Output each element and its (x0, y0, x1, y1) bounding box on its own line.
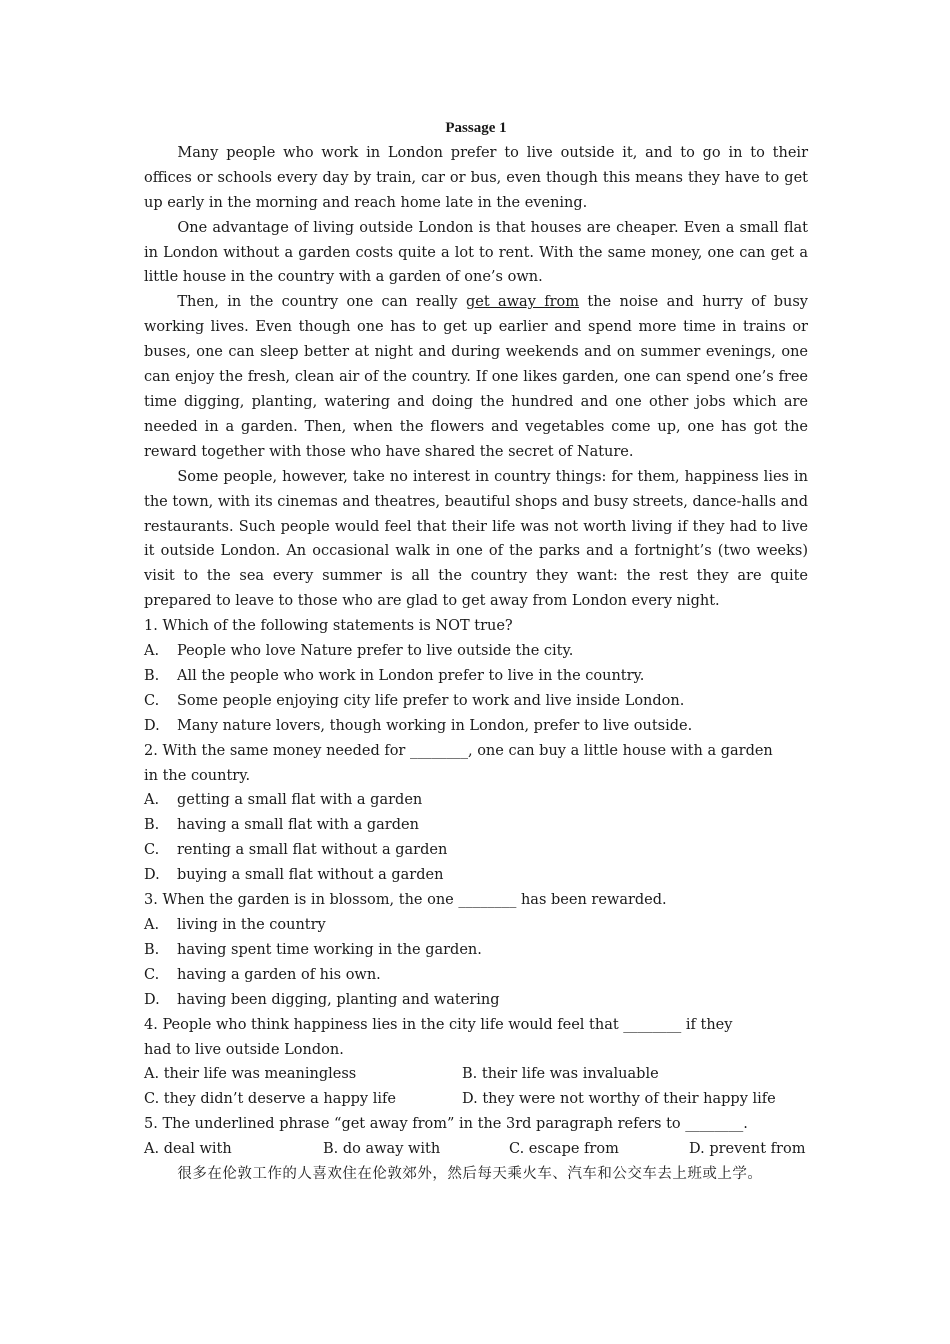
options-row-1 (144, 1062, 808, 1087)
chinese-translation: 很多在伦敦工作的人喜欢住在伦敦郊外，然后每天乘火车、汽车和公交车去上班或上学。 (177, 1166, 763, 1183)
paragraph-4: Some people, however, take no interest in country things: for them, happiness lies in the town, with its cinemas and theatres, beautiful shops and busy streets, dance-halls and restaurants. Such people would feel that their life was not worth living if they had to live it outside London. An occasional walk in one of the parks and a fortnight’s (two weeks) visit to the sea every summer is all the country they want: the rest they are quite prepared to leave to those who are glad to get away from London every night. (144, 468, 808, 610)
question-stem-cont: had to live outside London. (144, 1041, 344, 1058)
paragraph-3 (144, 290, 808, 464)
question-stem: 5. The underlined phrase “get away from” in the 3rd paragraph refers to ________. (144, 1116, 748, 1133)
option-c: C. Some people enjoying city life prefer to work and live inside London. (144, 692, 685, 709)
option-d: D. Many nature lovers, though working in London, prefer to live outside. (144, 717, 693, 734)
question-1 (144, 614, 808, 739)
option-d: D. having been digging, planting and watering (144, 991, 500, 1008)
option-c: C. they didn’t deserve a happy life (144, 1091, 396, 1108)
option-c: C. renting a small flat without a garden (144, 842, 448, 859)
paragraph-2: One advantage of living outside London is that houses are cheaper. Even a small flat in London without a garden costs quite a lot to rent. With the same money, one can get a little house in the country with a garden of one’s own. (144, 219, 808, 286)
option-a: A. deal with (144, 1141, 232, 1158)
question-stem: 1. Which of the following statements is NOT true? (144, 618, 513, 635)
options-row (144, 1137, 808, 1162)
option-d: D. they were not worthy of their happy life (462, 1091, 776, 1108)
document-content (144, 116, 808, 1187)
option-d: D. buying a small flat without a garden (144, 867, 444, 884)
question-stem-cont: in the country. (144, 767, 251, 784)
options-row-2 (144, 1087, 808, 1112)
question-stem: 2. With the same money needed for ________, one can buy a little house with a garden (144, 742, 773, 759)
paragraph-3-after: the noise and hurry of busy working lives. Even though one has to get up earlier and spend more time in trains or buses, one can sleep better at night and during weekends and on summer evenings, one can enjoy the fresh, clean air of the country. If one likes garden, one can spend one’s free time digging, planting, watering and doing the hundred and one other jobs which are needed in a garden. Then, when the flowers and vegetables come up, one has got the reward together with those who have shared the secret of Nature. (144, 294, 808, 460)
option-a: A. their life was meaningless (144, 1066, 357, 1083)
underlined-phrase: get away from (465, 294, 580, 311)
option-a: A. People who love Nature prefer to live outside the city. (144, 643, 574, 660)
question-5 (144, 1112, 808, 1162)
option-c: C. having a garden of his own. (144, 966, 381, 983)
option-b: B. their life was invaluable (462, 1066, 659, 1083)
question-stem: 4. People who think happiness lies in the city life would feel that ________ if they (144, 1016, 733, 1033)
question-4 (144, 1013, 808, 1113)
paragraph-3-before: Then, in the country one can really (177, 294, 466, 311)
option-b: B. do away with (323, 1141, 441, 1158)
question-3 (144, 888, 808, 1013)
option-b: B. All the people who work in London prefer to live in the country. (144, 667, 645, 684)
question-stem: 3. When the garden is in blossom, the one ________ has been rewarded. (144, 892, 667, 909)
option-a: A. getting a small flat with a garden (144, 792, 423, 809)
option-b: B. having spent time working in the garden. (144, 941, 482, 958)
option-b: B. having a small flat with a garden (144, 817, 419, 834)
option-d: D. prevent from (689, 1141, 806, 1158)
paragraph-1: Many people who work in London prefer to live outside it, and to go in to their offices or schools every day by train, car or bus, even though this means they have to get up early in the morning and reach home late in the evening. (144, 144, 808, 211)
question-2 (144, 739, 808, 888)
option-a: A. living in the country (144, 917, 326, 933)
passage-title: Passage 1 (445, 120, 507, 136)
option-c: C. escape from (509, 1141, 619, 1158)
